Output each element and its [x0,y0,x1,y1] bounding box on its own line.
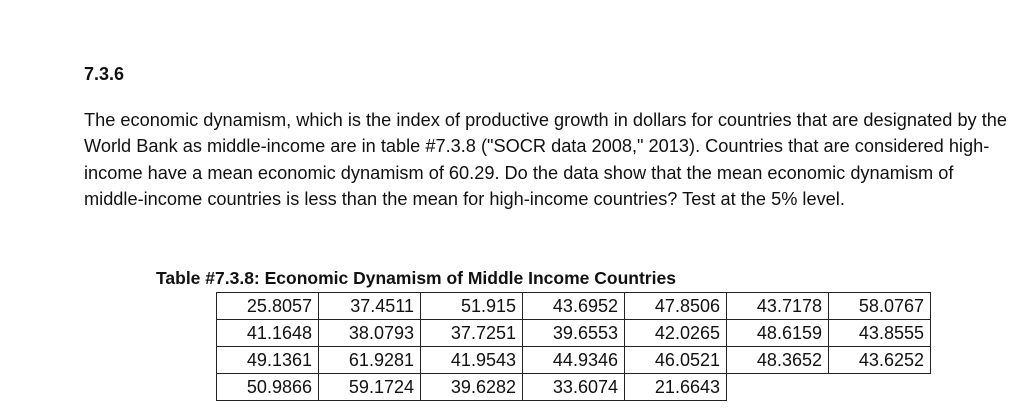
table-cell: 43.8555 [829,320,931,347]
table-cell: 61.9281 [319,347,421,374]
table-cell: 25.8057 [217,293,319,320]
table-cell: 42.0265 [625,320,727,347]
table-cell: 43.6252 [829,347,931,374]
table-cell: 41.1648 [217,320,319,347]
table-cell: 38.0793 [319,320,421,347]
table-cell: 37.4511 [319,293,421,320]
table-cell: 49.1361 [217,347,319,374]
problem-statement: The economic dynamism, which is the index of productive growth in dollars for countries that are designated by the World Bank as middle-income are in table #7.3.8 ("SOCR data 2008," 2013). Countries that are considered high-income have a mean economic dynamism of 60.29. Do the data show that the mean economic dynamism of middle-income countries is less than the mean for high-income countries? Test at the 5% level. [84,110,1007,210]
economic-dynamism-table [216,292,931,401]
table-cell: 51.915 [421,293,523,320]
table-cell: 39.6553 [523,320,625,347]
table-cell: 21.6643 [625,374,727,401]
table-cell: 48.3652 [727,347,829,374]
table-row [217,347,931,374]
section-number: 7.3.6 [84,64,125,84]
table-cell: 39.6282 [421,374,523,401]
table-caption: Table #7.3.8: Economic Dynamism of Middle Income Countries [156,268,676,288]
table-row [217,293,931,320]
table-cell: 43.6952 [523,293,625,320]
table-cell: 37.7251 [421,320,523,347]
table-cell: 46.0521 [625,347,727,374]
table-cell: 44.9346 [523,347,625,374]
table-row [217,374,931,401]
table-cell: 59.1724 [319,374,421,401]
table-cell: 50.9866 [217,374,319,401]
table-cell: 43.7178 [727,293,829,320]
empty-cell [829,374,931,401]
table-cell: 33.6074 [523,374,625,401]
table-cell: 47.8506 [625,293,727,320]
table-row [217,320,931,347]
table-cell: 58.0767 [829,293,931,320]
table-cell: 48.6159 [727,320,829,347]
table-cell: 41.9543 [421,347,523,374]
empty-cell [727,374,829,401]
